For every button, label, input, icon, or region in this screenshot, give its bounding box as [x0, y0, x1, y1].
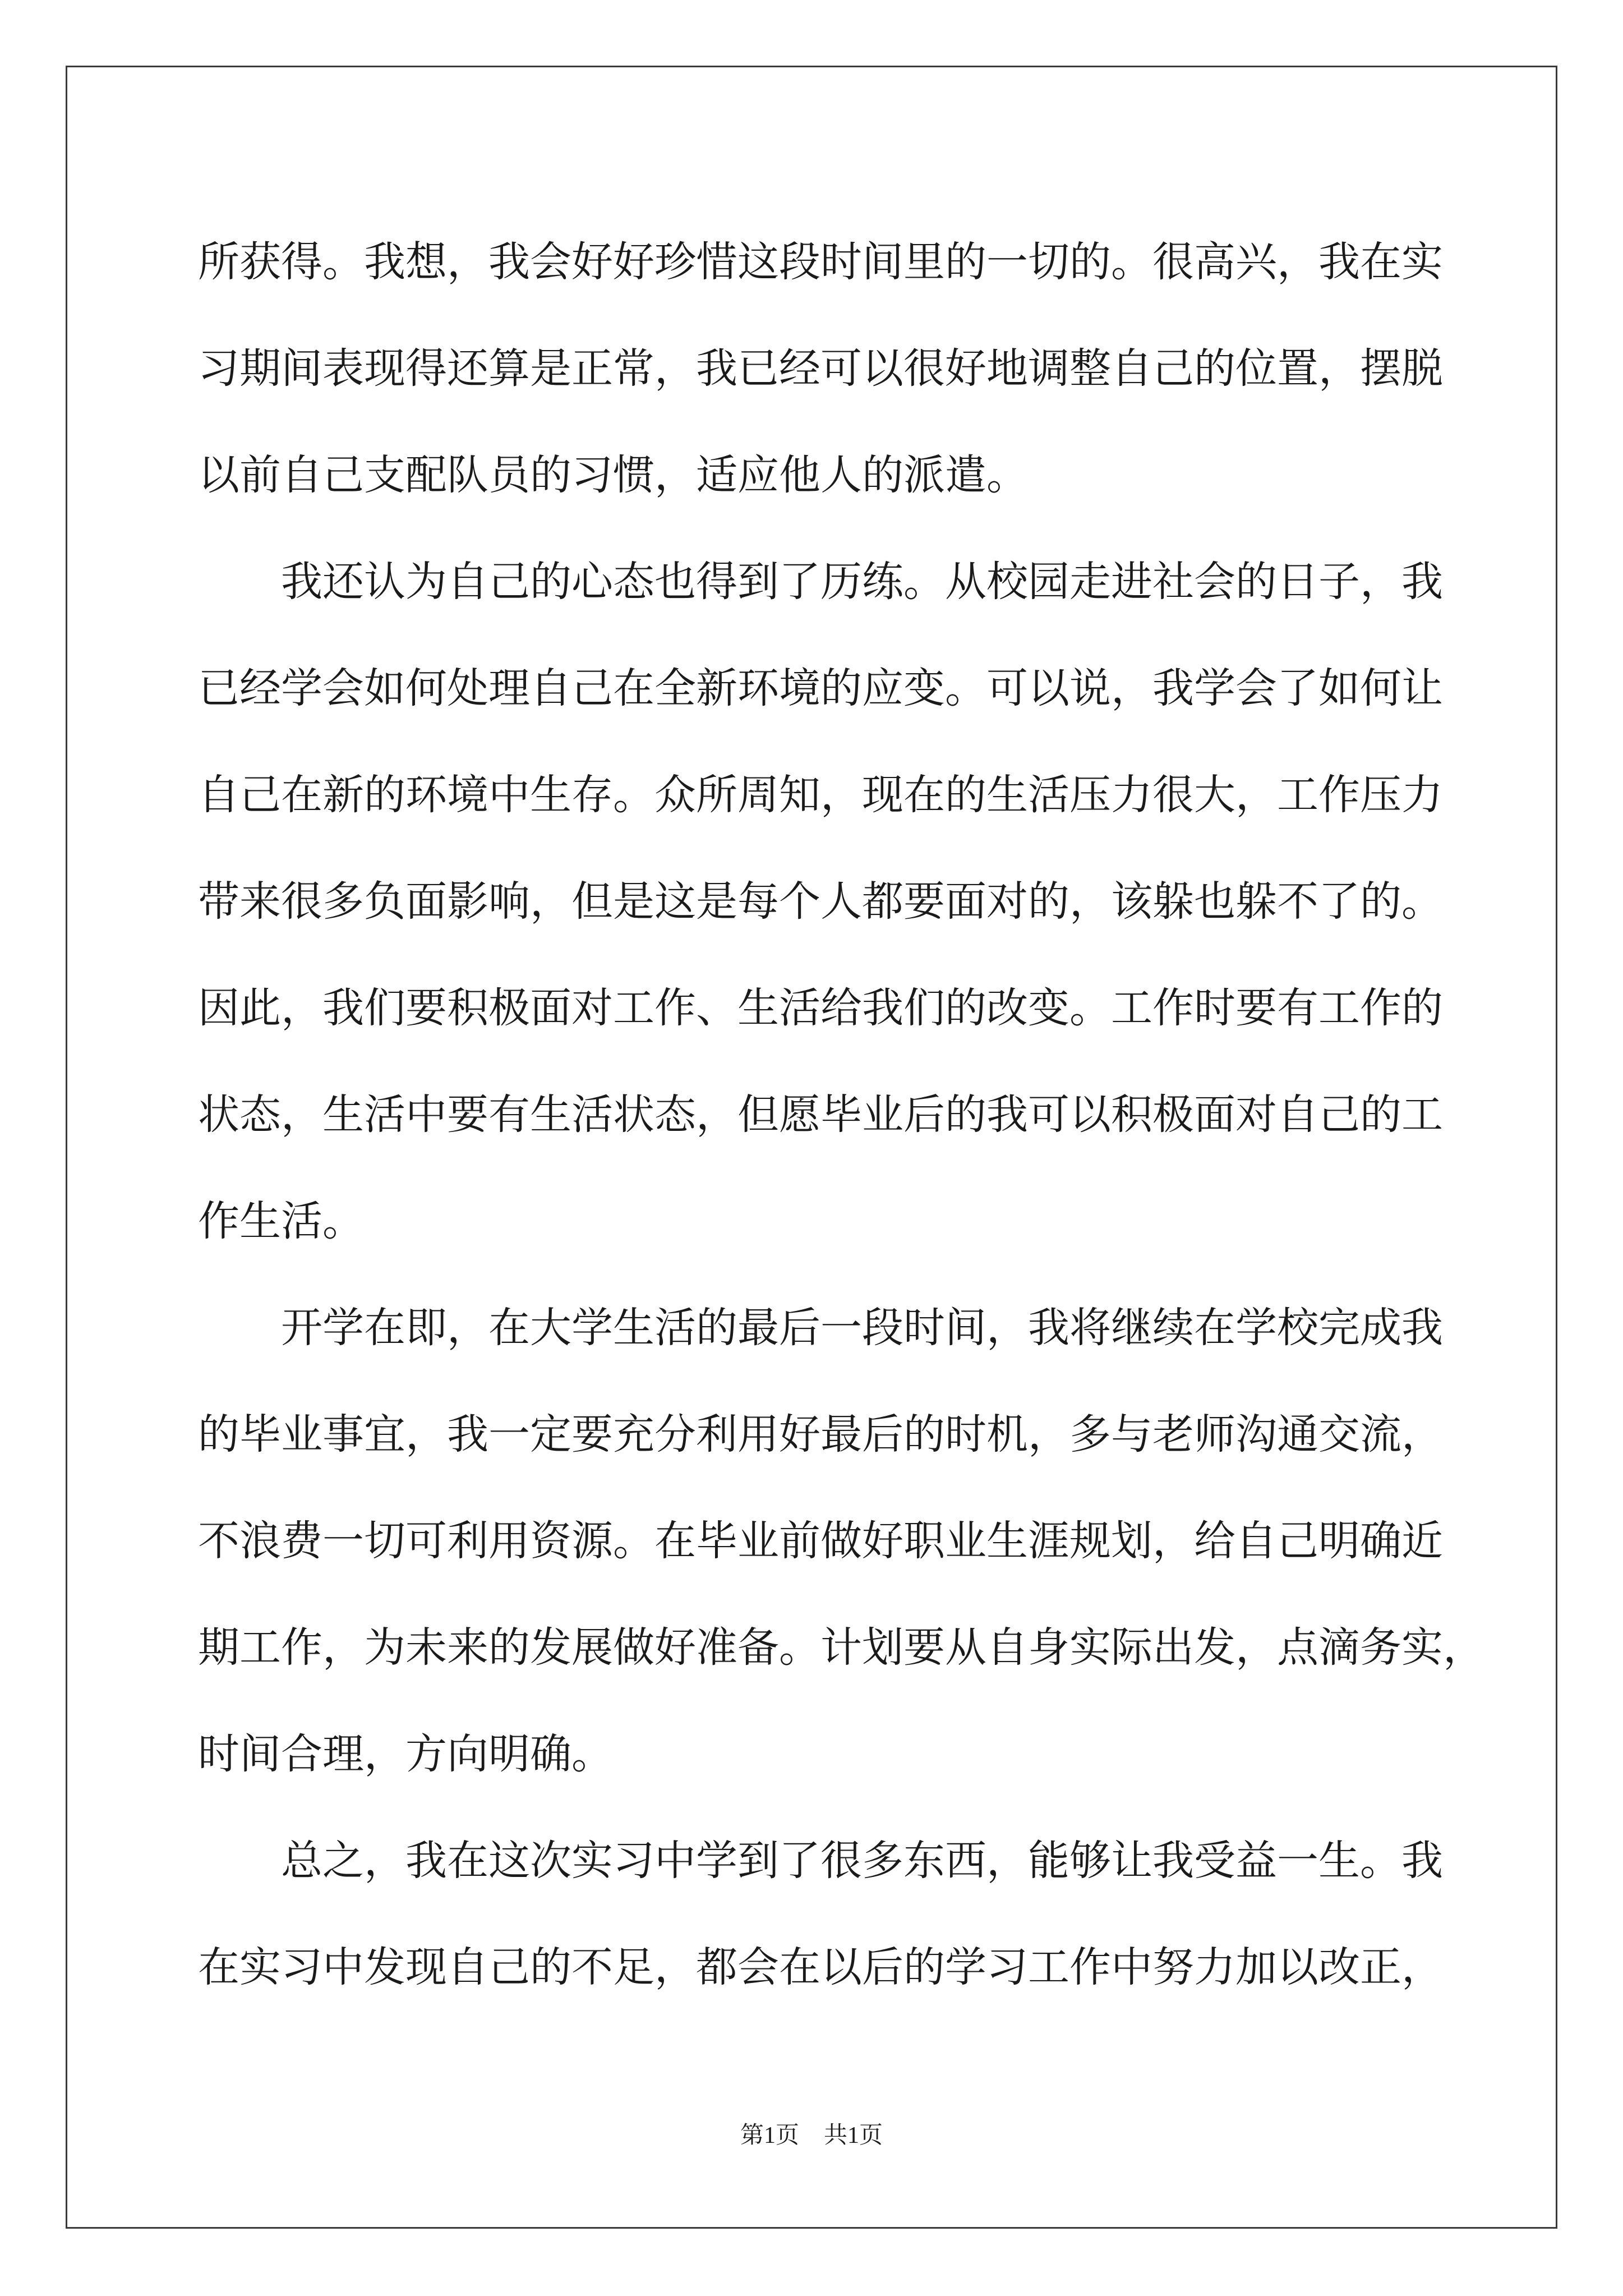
page-number-current: 第1页 [740, 2123, 799, 2148]
paragraph-3-line-1: 开学在即，在大学生活的最后一段时间，我将继续在学校完成我 [281, 1304, 1443, 1352]
document-body [198, 209, 1484, 2021]
paragraph-2-line-6: 状态，生活中要有生活状态，但愿毕业后的我可以积极面对自己的工 [198, 1091, 1443, 1139]
paragraph-3-line-2: 的毕业事宜，我一定要充分利用好最后的时机，多与老师沟通交流， [198, 1410, 1443, 1458]
paragraph-2-line-4: 带来很多负面影响，但是这是每个人都要面对的，该躲也躲不了的。 [198, 877, 1443, 926]
paragraph-1-line-1: 所获得。我想，我会好好珍惜这段时间里的一切的。很高兴，我在实 [198, 238, 1443, 286]
page-footer [0, 2119, 1623, 2152]
paragraph-1-line-2: 习期间表现得还算是正常，我已经可以很好地调整自己的位置，摆脱 [198, 344, 1443, 393]
paragraph-2-line-2: 已经学会如何处理自己在全新环境的应变。可以说，我学会了如何让 [198, 664, 1443, 712]
page-number-total: 共1页 [824, 2123, 883, 2148]
paragraph-2-line-7: 作生活。 [198, 1197, 364, 1245]
paragraph-1-line-3: 以前自己支配队员的习惯，适应他人的派遣。 [198, 451, 1028, 499]
paragraph-3-line-4: 期工作，为未来的发展做好准备。计划要从自身实际出发，点滴务实， [198, 1623, 1484, 1672]
paragraph-3-line-3: 不浪费一切可利用资源。在毕业前做好职业生涯规划，给自己明确近 [198, 1517, 1443, 1565]
paragraph-3-line-5: 时间合理，方向明确。 [198, 1730, 613, 1778]
paragraph-2-line-3: 自己在新的环境中生存。众所周知，现在的生活压力很大，工作压力 [198, 771, 1443, 819]
paragraph-2-line-5: 因此，我们要积极面对工作、生活给我们的改变。工作时要有工作的 [198, 984, 1443, 1032]
paragraph-2-line-1: 我还认为自己的心态也得到了历练。从校园走进社会的日子，我 [281, 558, 1443, 606]
paragraph-4-line-2: 在实习中发现自己的不足，都会在以后的学习工作中努力加以改正， [198, 1943, 1443, 1991]
paragraph-4-line-1: 总之，我在这次实习中学到了很多东西，能够让我受益一生。我 [281, 1837, 1443, 1885]
